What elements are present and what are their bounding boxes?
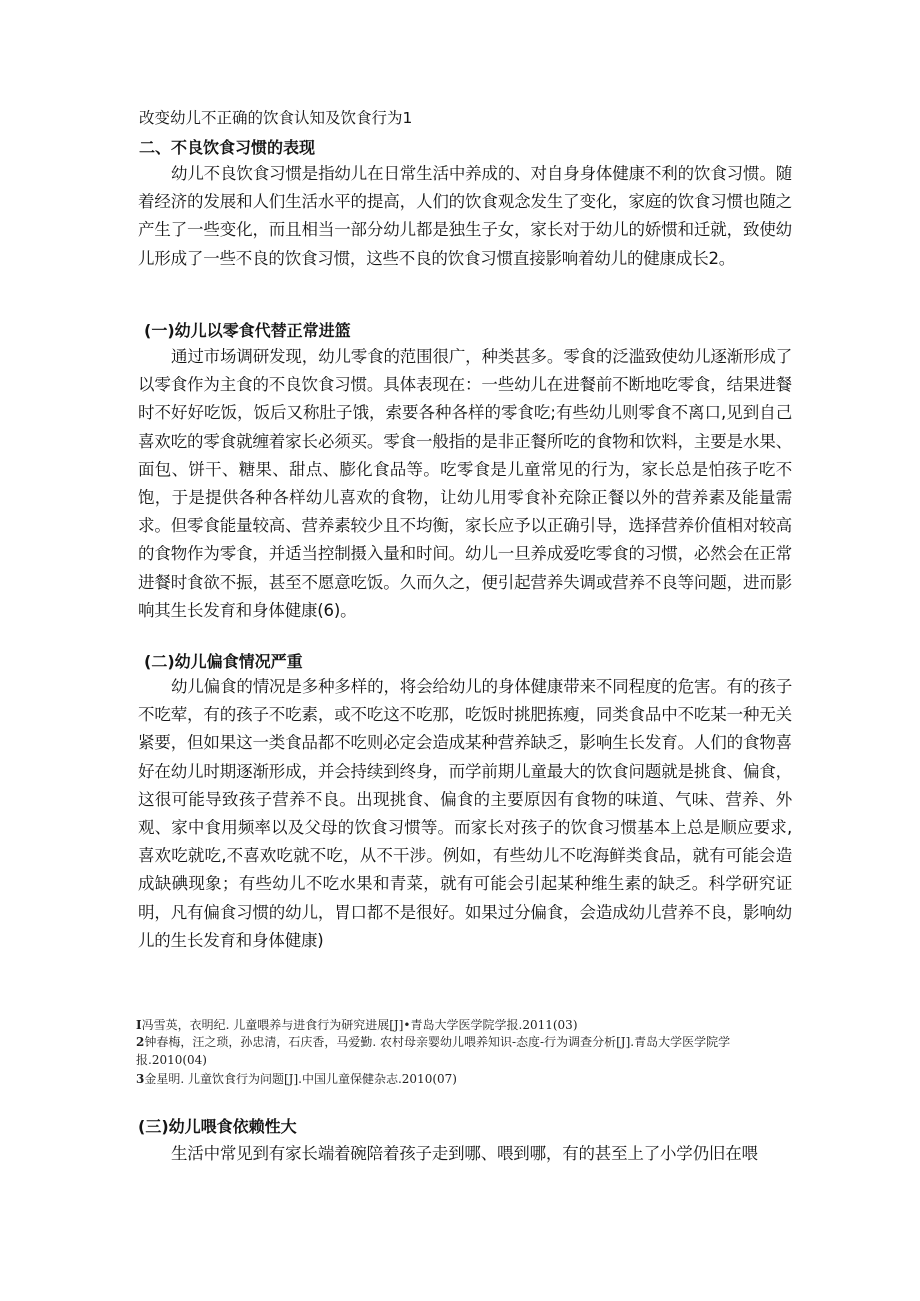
subsection-heading-feeding-dependency: (三)幼儿喂食依赖性大 (138, 1117, 297, 1136)
footnote-number: 3 (136, 1072, 145, 1086)
section-intro-paragraph: 幼儿不良饮食习惯是指幼儿在日常生活中养成的、对自身身体健康不利的饮食习惯。随着经济的发展和人们生活水平的提高，人们的饮食观念发生了变化，家庭的饮食习惯也随之产生了一些变化，而且相当一部分幼儿都是独生子女，家长对于幼儿的娇惯和迁就，致使幼儿形成了一些不良的饮食习惯，这些不良的饮食习惯直接影响着幼儿的健康成长2。 (138, 164, 792, 268)
snacks-paragraph: 通过市场调研发现，幼儿零食的范围很广，种类甚多。零食的泛滥致使幼儿逐渐形成了以零食作为主食的不良饮食习惯。具体表现在：一些幼儿在进餐前不断地吃零食，结果进餐时不好好吃饭，饭后又称肚子饿，索要各种各样的零食吃;有些幼儿则零食不离口,见到自己喜欢吃的零食就缠着家长必须买。零食一般指的是非正餐所吃的食物和饮料，主要是水果、面包、饼干、糖果、甜点、膨化食品等。吃零食是儿童常见的行为，家长总是怕孩子吃不饱，于是提供各种各样幼儿喜欢的食物，让幼儿用零食补充除正餐以外的营养素及能量需求。但零食能量较高、营养素较少且不均衡，家长应予以正确引导，选择营养价值相对较高的食物作为零食，并适当控制摄入量和时间。幼儿一旦养成爱吃零食的习惯，必然会在正常进餐时食欲不振，甚至不愿意吃饭。久而久之，便引起营养失调或营养不良等问题，进而影响其生长发育和身体健康(6)。 (138, 347, 792, 620)
footnote-item (136, 1034, 796, 1069)
feeding-dependency-paragraph: 生活中常见到有家长端着碗陪着孩子走到哪、喂到哪，有的甚至上了小学仍旧在喂 (171, 1144, 758, 1163)
footnote-item (136, 1017, 796, 1035)
footnote-text: 金星明. 儿童饮食行为问题[J].中国儿童保健杂志.2010(07) (144, 1072, 457, 1086)
picky-eating-paragraph: 幼儿偏食的情况是多种多样的，将会给幼儿的身体健康带来不同程度的危害。有的孩子不吃荤，有的孩子不吃素，或不吃这不吃那，吃饭时挑肥拣瘦，同类食品中不吃某一种无关紧要，但如果这一类食品都不吃则必定会造成某种营养缺乏，影响生长发育。人们的食物喜好在幼儿时期逐渐形成，并会持续到终身，而学前期儿童最大的饮食问题就是挑食、偏食，这很可能导致孩子营养不良。出现挑食、偏食的主要原因有食物的味道、气味、营养、外观、家中食用频率以及父母的饮食习惯等。而家长对孩子的饮食习惯基本上总是顺应要求,喜欢吃就吃,不喜欢吃就不吃，从不干涉。例如，有些幼儿不吃海鲜类食品，就有可能会造成缺碘现象；有些幼儿不吃水果和青菜，就有可能会引起某种维生素的缺乏。科学研究证明，凡有偏食习惯的幼儿，胃口都不是很好。如果过分偏食，会造成幼儿营养不良，影响幼儿的生长发育和身体健康) (138, 677, 792, 950)
subsection-heading-snacks: (一)幼儿以零食代替正常进篮 (144, 321, 351, 340)
footnote-text: 冯雪英，衣明纪. 儿童喂养与进食行为研究进展[J]•青岛大学医学院学报.2011(03) (141, 1018, 578, 1032)
subsection-heading-picky-eating: (二)幼儿偏食情况严重 (144, 652, 303, 671)
footnote-number: 2 (136, 1035, 145, 1049)
continuation-line: 改变幼儿不正确的饮食认知及饮食行为1 (139, 109, 413, 127)
section-heading: 二、不良饮食习惯的表现 (139, 138, 316, 157)
footnote-item (136, 1071, 796, 1089)
footnote-text: 钟春梅，汪之琐，孙忠清，石庆香，马爱勤. 农村母亲婴幼儿喂养知识-态度-行为调查分析[J].青岛大学医学院学报.2010(04) (136, 1035, 731, 1067)
footnote-number: I (136, 1018, 142, 1032)
